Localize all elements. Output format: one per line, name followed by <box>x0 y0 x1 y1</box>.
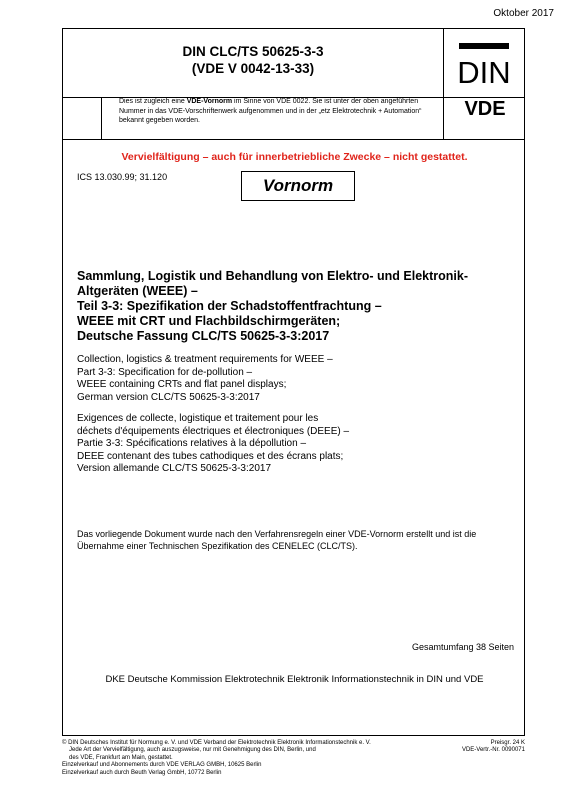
title-french-line: déchets d'équipements électriques et électroniques (DEEE) – <box>77 425 350 437</box>
footer-line: Einzelverkauf und Abonnements durch VDE VERLAG GMBH, 10625 Berlin <box>62 762 262 769</box>
vde-notice <box>119 97 439 126</box>
title-french <box>77 413 517 476</box>
cover-frame <box>62 28 525 736</box>
title-french-line: Version allemande CLC/TS 50625-3-3:2017 <box>77 463 272 474</box>
title-german <box>77 269 517 344</box>
title-german-line: WEEE mit CRT und Flachbildschirmgeräten; <box>77 314 341 328</box>
order-number: VDE-Vertr.-Nr. 0090071 <box>461 747 525 754</box>
footer-pricing <box>462 740 525 755</box>
notice-prefix: Dies ist zugleich eine <box>119 98 187 105</box>
standard-number: DIN CLC/TS 50625-3-3 <box>182 44 324 59</box>
title-french-line: Partie 3-3: Spécifications relatives à la dépollution – <box>77 438 307 449</box>
vde-number: (VDE V 0042-13-33) <box>191 61 315 76</box>
title-french-line: DEEE contenant des tubes cathodiques et des écrans plats; <box>77 450 344 462</box>
footer-copyright <box>62 740 422 777</box>
notice-strong: VDE-Vornorm <box>186 98 233 105</box>
vde-logo-icon <box>452 98 518 118</box>
footer-line: Jede Art der Vervielfältigung, auch auszugsweise, nur mit Genehmigung des DIN, Berlin, und <box>69 747 316 754</box>
document-type-badge: Vornorm <box>241 171 355 201</box>
standard-number-block <box>63 43 443 77</box>
price-group: Preisgr. 24 K <box>490 740 525 746</box>
title-english-line: German version CLC/TS 50625-3-3:2017 <box>77 391 260 403</box>
total-pages: Gesamtumfang 38 Seiten <box>411 642 514 652</box>
din-logo-icon <box>455 37 513 93</box>
title-french-line: Exigences de collecte, logistique et traitement pour les <box>77 413 319 424</box>
ics-code: ICS 13.030.99; 31.120 <box>77 172 168 182</box>
title-german-line: Altgeräten (WEEE) – <box>77 284 198 298</box>
title-english-line: Collection, logistics & treatment requirements for WEEE – <box>77 354 333 365</box>
notice-suffix: im Sinne von VDE 0022. Sie ist unter der oben angeführten Nummer in das VDE-Vorschriftenwerk aufgenommen und in der „etz Elektrotechnik + Automation“ bekannt gegeben worden. <box>119 98 422 124</box>
divider <box>443 29 444 139</box>
vde-logo-text: VDE <box>464 98 506 118</box>
din-logo-text: DIN <box>457 55 511 90</box>
footer-line: © DIN Deutsches Institut für Normung e. V. und VDE Verband der Elektrotechnik Elektronik Informationstechnik e. V. <box>62 740 371 746</box>
title-english-line: Part 3-3: Specification for de-pollution – <box>77 366 253 378</box>
publication-date: Oktober 2017 <box>493 8 554 19</box>
divider <box>101 97 102 139</box>
title-german-line: Teil 3-3: Spezifikation der Schadstoffentfrachtung – <box>77 299 382 313</box>
procedure-note: Das vorliegende Dokument wurde nach den Verfahrensregeln einer VDE-Vornorm erstellt und ist die Übernahme einer Technischen Spezifikation des CENELEC (CLC/TS). <box>77 529 477 551</box>
title-english-line: WEEE containing CRTs and flat panel displays; <box>77 379 287 390</box>
footer-line: Einzelverkauf auch durch Beuth Verlag GmbH, 10772 Berlin <box>62 769 222 776</box>
title-german-line: Deutsche Fassung CLC/TS 50625-3-3:2017 <box>77 329 330 343</box>
title-german-line: Sammlung, Logistik und Behandlung von Elektro- und Elektronik- <box>77 269 468 283</box>
footer-line: des VDE, Frankfurt am Main, gestattet. <box>69 754 173 761</box>
title-english <box>77 354 517 404</box>
copy-warning: Vervielfältigung – auch für innerbetriebliche Zwecke – nicht gestattet. <box>121 151 468 163</box>
committee-line: DKE Deutsche Kommission Elektrotechnik Elektronik Informationstechnik in DIN und VDE <box>105 674 484 685</box>
divider <box>63 139 524 140</box>
